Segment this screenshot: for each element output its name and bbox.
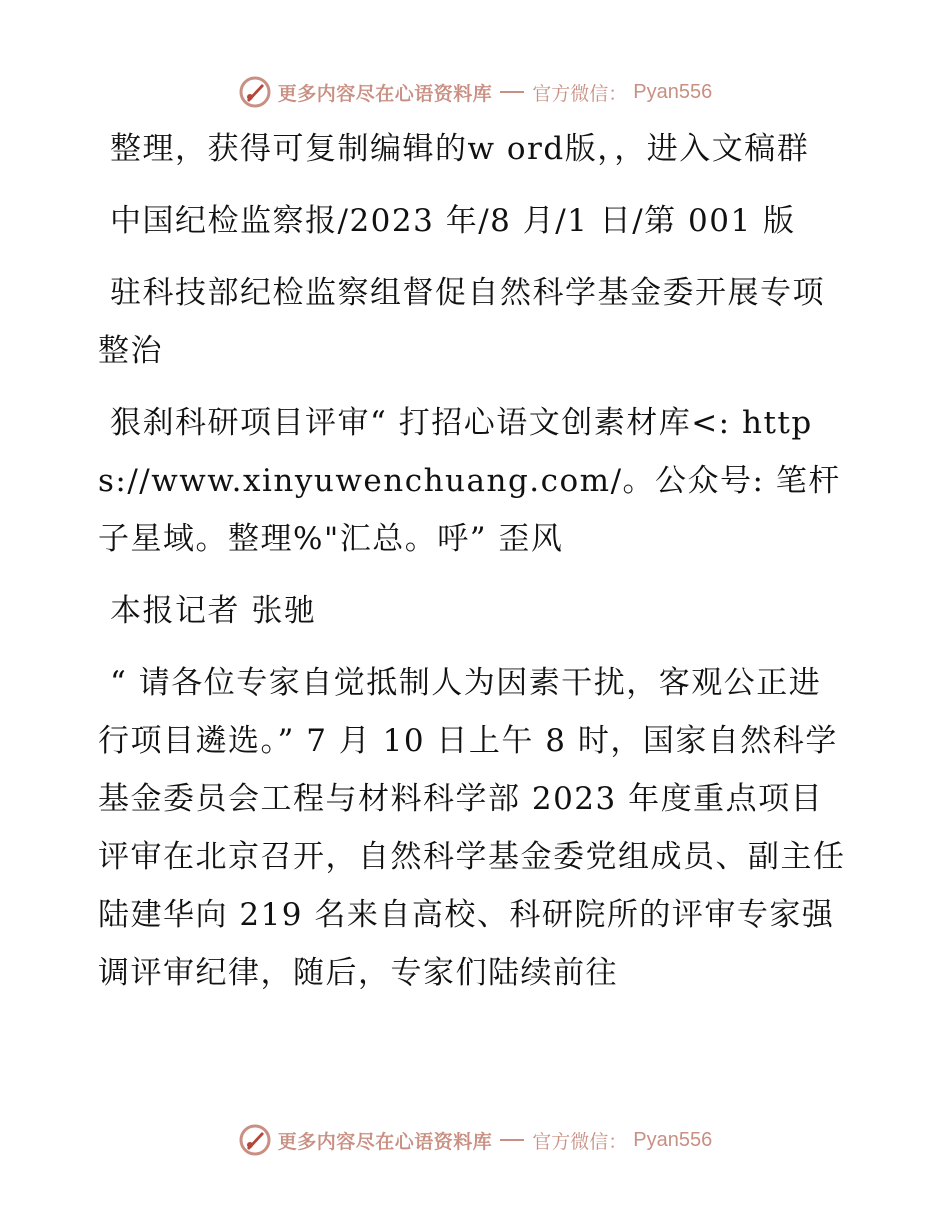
banner-contact-label: 官方微信： [532, 82, 628, 105]
headline: 狠刹科研项目评审“ 打招心语文创素材库<: https://www.xinyuwenchuang.com/。公众号: 笔杆子星域。整理%"汇总。呼” 歪风 [98, 405, 841, 557]
quill-logo-icon [238, 75, 272, 109]
body-paragraph: “ 请各位专家自觉抵制人为因素干扰，客观公正进行项目遴选。” 7 月 10 日上午 8 时，国家自然科学基金委员会工程与材料科学部 2023 年度重点项目评审在北京召开，自然科学基金委党组成员、副主任陆建华向 219 名来自高校、科研院所的评审专家强调评审纪律，随后，专家们陆续前往 [98, 665, 846, 991]
header-banner [0, 72, 950, 112]
banner-dash [500, 1139, 524, 1141]
quill-logo-icon [238, 1123, 272, 1157]
banner-dash [500, 91, 524, 93]
headline-kicker: 驻科技部纪检监察组督促自然科学基金委开展专项整治 [98, 275, 825, 369]
footer-banner [0, 1120, 950, 1160]
banner-site-text: 更多内容尽在心语资料库 [277, 1130, 493, 1153]
document-body [98, 120, 853, 1016]
banner-contact-label: 官方微信： [532, 1130, 628, 1153]
byline: 本报记者 张驰 [110, 593, 317, 629]
intro-paragraph: 整理，获得可复制编辑的w ord版，，进入文稿群 [110, 131, 810, 167]
source-line: 中国纪检监察报/2023 年/8 月/1 日/第 001 版 [110, 203, 796, 239]
banner-site-text: 更多内容尽在心语资料库 [277, 82, 493, 105]
banner-contact-id: Pyan556 [633, 1128, 713, 1151]
banner-contact-id: Pyan556 [633, 80, 713, 103]
